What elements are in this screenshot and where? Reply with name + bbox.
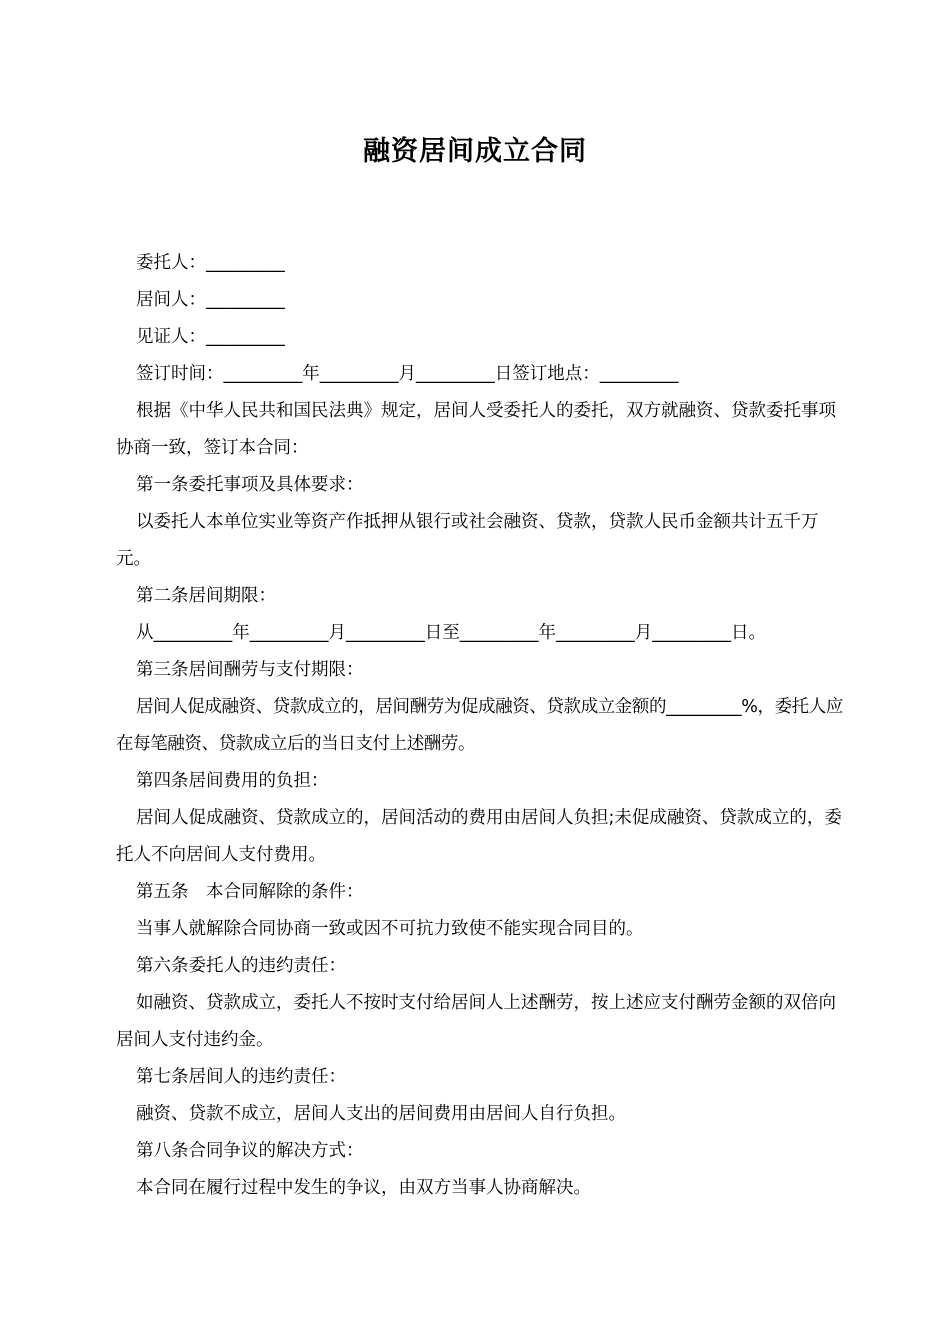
article-1-body: 以委托人本单位实业等资产作抵押从银行或社会融资、贷款，贷款人民币金额共计五千万元。 xyxy=(116,512,819,569)
document-body xyxy=(116,245,844,1207)
article-6-heading: 第六条委托人的违约责任： xyxy=(136,956,346,976)
article-8-body: 本合同在履行过程中发生的争议，由双方当事人协商解决。 xyxy=(136,1178,591,1198)
document-title: 融资居间成立合同 xyxy=(363,136,587,167)
clause-principal: 委托人：_________ xyxy=(136,253,285,273)
article-3-body: 居间人促成融资、贷款成立的，居间酬劳为促成融资、贷款成立金额的_________%，委托人应在每笔融资、贷款成立后的当日支付上述酬劳。 xyxy=(116,697,843,754)
clause-intermediary: 居间人：_________ xyxy=(136,290,285,310)
clause-signing-info: 签订时间：_________年_________月_________日签订地点：_________ xyxy=(136,364,679,384)
article-8-heading: 第八条合同争议的解决方式： xyxy=(136,1141,364,1161)
clause-witness: 见证人：_________ xyxy=(136,327,285,347)
clause-preamble: 根据《中华人民共和国民法典》规定，居间人受委托人的委托，双方就融资、贷款委托事项协商一致，签订本合同： xyxy=(116,401,836,458)
article-5-heading: 第五条 本合同解除的条件： xyxy=(136,882,364,902)
article-7-body: 融资、贷款不成立，居间人支出的居间费用由居间人自行负担。 xyxy=(136,1104,626,1124)
article-2-heading: 第二条居间期限： xyxy=(136,586,276,606)
article-7-heading: 第七条居间人的违约责任： xyxy=(136,1067,346,1087)
article-2-body: 从_________年_________月_________日至_________年_________月_________日。 xyxy=(136,623,766,643)
article-1-heading: 第一条委托事项及具体要求： xyxy=(136,475,364,495)
article-4-heading: 第四条居间费用的负担： xyxy=(136,771,329,791)
article-5-body: 当事人就解除合同协商一致或因不可抗力致使不能实现合同目的。 xyxy=(136,919,644,939)
article-4-body: 居间人促成融资、贷款成立的，居间活动的费用由居间人负担;未促成融资、贷款成立的，委托人不向居间人支付费用。 xyxy=(116,808,842,865)
article-6-body: 如融资、贷款成立，委托人不按时支付给居间人上述酬劳，按上述应支付酬劳金额的双倍向居间人支付违约金。 xyxy=(116,993,836,1050)
article-3-heading: 第三条居间酬劳与支付期限： xyxy=(136,660,364,680)
